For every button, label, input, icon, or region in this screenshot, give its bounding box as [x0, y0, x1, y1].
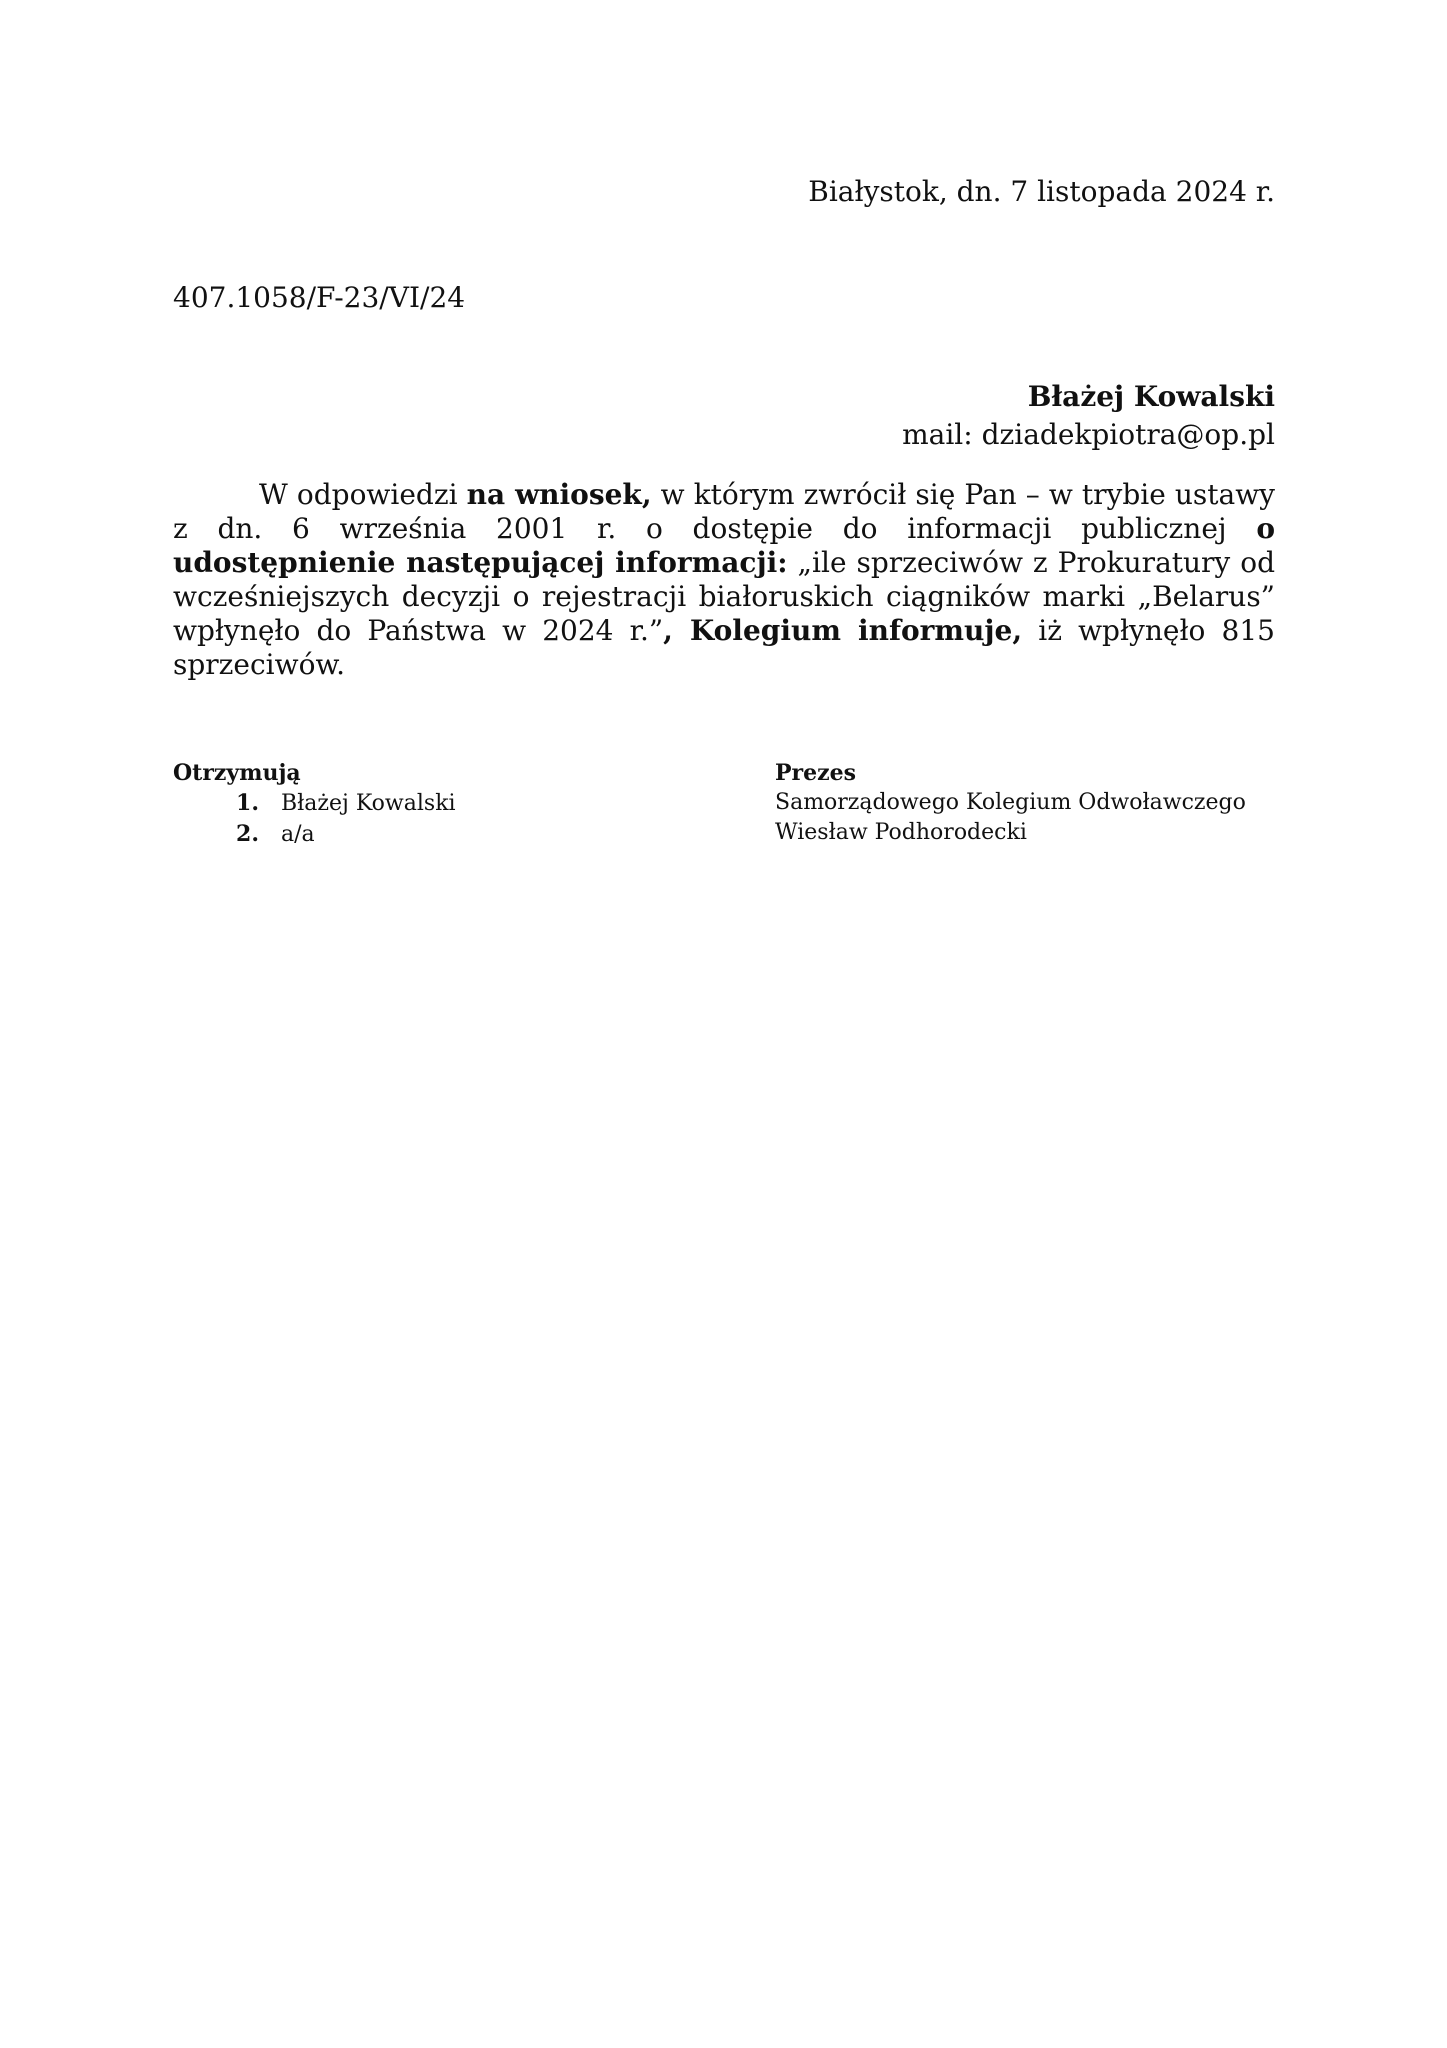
signature-title: Prezes [775, 760, 857, 786]
list-item [173, 788, 733, 819]
recipients-section [173, 758, 733, 850]
list-item-text: Błażej Kowalski [281, 791, 456, 816]
body-text-6-bold: , Kolegium informuje, [663, 614, 1023, 647]
signature-name: Wiesław Podhorodecki [775, 820, 1027, 845]
list-item [173, 819, 733, 850]
signature-organization: Samorządowego Kolegium Odwoławczego [775, 790, 1246, 815]
recipients-heading: Otrzymują [173, 760, 301, 786]
body-paragraph [173, 478, 1275, 682]
list-item-text: a/a [281, 822, 315, 847]
recipients-list [173, 788, 733, 850]
body-text-7: iż wpłynęło 815 sprzeciwów. [173, 614, 1275, 681]
recipient-name: Błażej Kowalski [1027, 380, 1275, 413]
recipient-email: mail: dziadekpiotra@op.pl [902, 418, 1275, 451]
list-item-number: 1. [236, 790, 259, 816]
body-text-1: W odpowiedzi [259, 478, 467, 511]
recipient-block [902, 378, 1275, 454]
body-text-5-quote: „ile sprzeciwów z Prokuratury od wcześniejszych decyzji o rejestracji białoruskich ciągników marki „Belarus” wpłynęło do Państwa w 2024 r.” [173, 546, 1275, 647]
list-item-number: 2. [236, 821, 259, 847]
date-line: Białystok, dn. 7 listopada 2024 r. [808, 175, 1275, 208]
body-text-2-bold: na wniosek, [466, 478, 652, 511]
signature-block [775, 758, 1275, 848]
reference-number: 407.1058/F-23/VI/24 [173, 281, 466, 314]
body-text-3: w którym zwrócił się Pan – w trybie ustawy z dn. 6 września 2001 r. o dostępie do informacji publicznej [173, 478, 1276, 545]
body-text-4-bold: o udostępnienie następującej informacji: [173, 512, 1275, 579]
